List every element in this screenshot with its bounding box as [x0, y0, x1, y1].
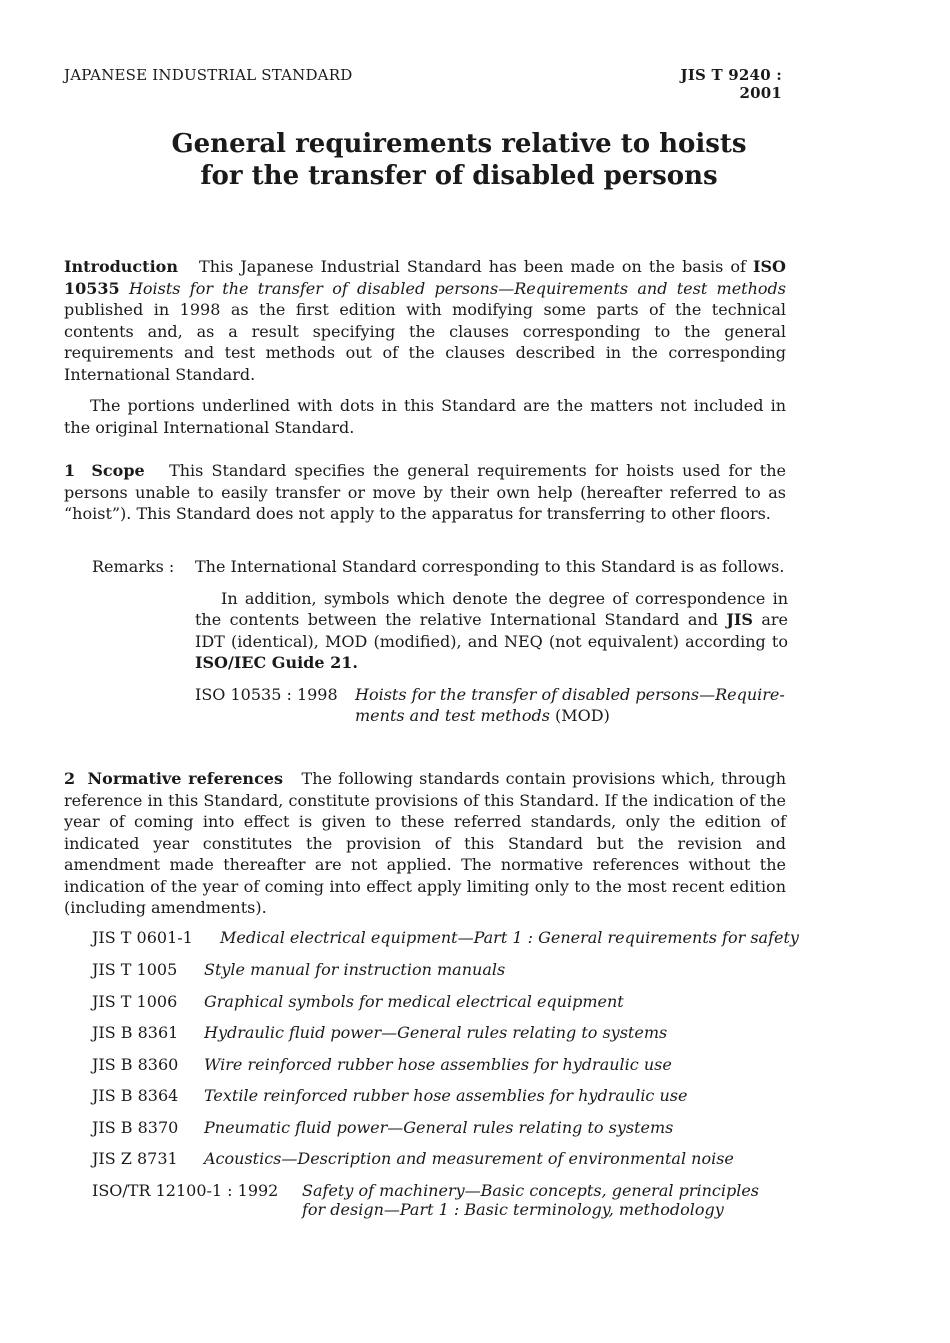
introduction-paragraph [64, 256, 786, 385]
reference-item: JIS B 8361 Hydraulic fluid power—General rules relating to systems [92, 1023, 668, 1042]
header-standard-name: JAPANESE INDUSTRIAL STANDARD [64, 66, 353, 84]
introduction-text-b: published in 1998 as the first edition with modifying some parts of the technical contents and, as a result specifying the clauses corresponding to the general requirements and test methods out of the clauses described in the corresponding International Standard. [64, 300, 786, 384]
iso-correspondence-title-1: Hoists for the transfer of disabled persons—Require- [355, 684, 785, 704]
reference-item: JIS T 1005 Style manual for instruction manuals [92, 960, 506, 979]
remarks-block [92, 556, 788, 727]
scope-section [64, 460, 786, 525]
introduction-section [64, 256, 786, 438]
reference-item: JIS Z 8731 Acoustics—Description and measurement of environmental noise [92, 1149, 734, 1168]
normative-number: 2 [64, 769, 76, 788]
reference-item: ISO/TR 12100-1 : 1992 Safety of machinery—Basic concepts, general principles for design—Part 1 : Basic terminology, methodology [92, 1181, 759, 1219]
scope-number: 1 [64, 461, 76, 480]
reference-item: JIS T 0601-1 Medical electrical equipment—Part 1 : General requirements for safety [92, 928, 799, 947]
reference-item: JIS T 1006 Graphical symbols for medical electrical equipment [92, 992, 624, 1011]
reference-item: JIS B 8360 Wire reinforced rubber hose assemblies for hydraulic use [92, 1055, 672, 1074]
scope-heading: Scope [91, 461, 145, 480]
remarks-label: Remarks : [92, 557, 175, 576]
normative-references-section [64, 768, 786, 919]
header-standard-number: JIS T 9240 : 2001 [680, 66, 782, 102]
normative-paragraph [64, 768, 786, 919]
normative-text: The following standards contain provisions which, through reference in this Standard, constitute provisions of this Standard. If the indication of the year of coming into effect is given to these referred standards, only the edition of indicated year constitutes the provision of this Standard but the revision and amendment made thereafter are not applied. The normative references without the indication of the year of coming into effect apply limiting only to the most recent edition (including amendments). [64, 769, 787, 917]
reference-item: JIS B 8364 Textile reinforced rubber hose assemblies for hydraulic use [92, 1086, 688, 1105]
title-line-1: General requirements relative to hoists [171, 129, 747, 159]
iso-reference: ISO 10535 [64, 257, 786, 298]
introduction-heading: Introduction [64, 257, 178, 276]
iso-correspondence [195, 684, 788, 727]
scope-paragraph [64, 460, 786, 525]
title-line-2: for the transfer of disabled persons [200, 161, 718, 191]
introduction-note: The portions underlined with dots in this Standard are the matters not included in the original International Standard. [64, 396, 786, 437]
iso-reference-title: Hoists for the transfer of disabled persons—Requirements and test methods [128, 278, 786, 298]
remarks-text-1: The International Standard corresponding to this Standard is as follows. [195, 557, 785, 576]
scope-text: This Standard specifies the general requirements for hoists used for the persons unable to easily transfer or move by their own help (hereafter referred to as “hoist”). This Standard does not apply to the apparatus for transferring to other floors. [64, 461, 787, 523]
document-title [64, 128, 854, 192]
iso-correspondence-number: ISO 10535 : 1998 [195, 684, 338, 704]
reference-item: JIS B 8370 Pneumatic fluid power—General rules relating to systems [92, 1118, 674, 1137]
remarks-text-2: In addition, symbols which denote the degree of correspondence in the contents between the relative International Standard and JIS are IDT (identical), MOD (modified), and NEQ (not equivalent) according to ISO/IEC Guide 21. [195, 588, 788, 672]
normative-heading: Normative references [87, 769, 283, 788]
introduction-text-a: This Japanese Industrial Standard has been made on the basis of [199, 257, 746, 276]
iso-correspondence-degree: (MOD) [555, 706, 610, 725]
iso-correspondence-title-2: ments and test methods [355, 706, 550, 725]
